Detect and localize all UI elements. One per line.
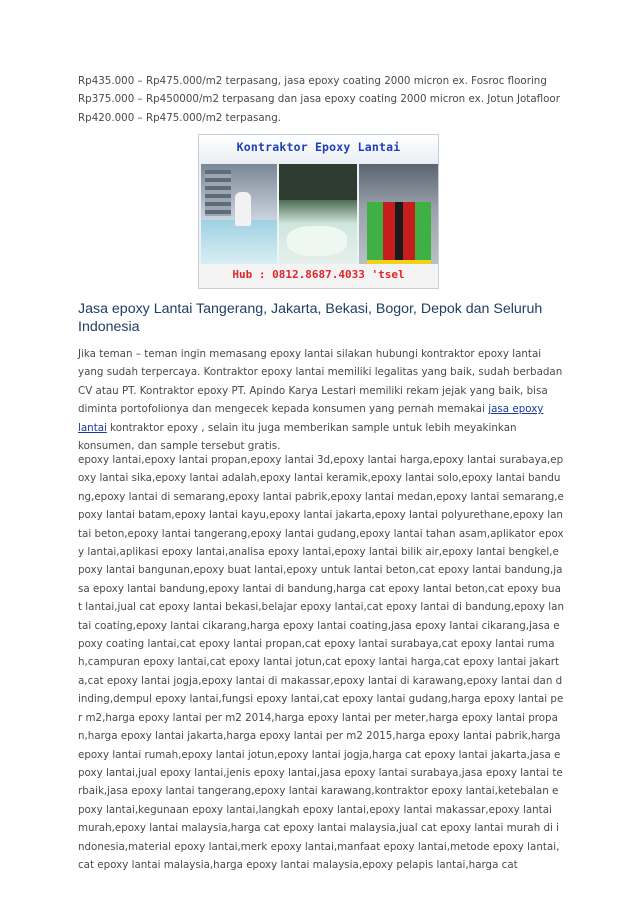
intro-paragraph: Rp435.000 – Rp475.000/m2 terpasang, jasa epoxy coating 2000 micron ex. Fosroc flooring Rp375.000 – Rp450000/m2 terpasang dan jasa epoxy coating 2000 micron ex. Jotun Jotafloor Rp420.000 – Rp475.000/m2 terpasang.	[78, 75, 560, 124]
floor-graphic	[201, 220, 277, 264]
keywords-paragraph: epoxy lantai,epoxy lantai propan,epoxy lantai 3d,epoxy lantai harga,epoxy lantai surabaya,epoxy lantai sika,epoxy lantai adalah,epoxy lantai keramik,epoxy lantai solo,epoxy lantai bandung,epoxy lantai di semarang,epoxy lantai pabrik,epoxy lantai medan,epoxy lantai semarang,epoxy lantai batam,epoxy lantai kayu,epoxy lantai jakarta,epoxy lantai polyurethane,epoxy lantai beton,epoxy lantai tangerang,epoxy lantai gudang,epoxy lantai tahan asam,aplikator epoxy lantai,aplikasi epoxy lantai,analisa epoxy lantai,epoxy lantai bilik air,epoxy lantai bengkel,epoxy lantai bangunan,epoxy buat lantai,epoxy untuk lantai beton,cat epoxy lantai bandung,jasa epoxy lantai bandung,epoxy lantai di bandung,harga cat epoxy lantai beton,cat epoxy buat lantai,jual cat epoxy lantai bekasi,belajar epoxy lantai,cat epoxy lantai di bandung,epoxy lantai coating,epoxy lantai cikarang,harga epoxy lantai coating,jasa epoxy lantai cikarang,jasa epoxy coating lantai,cat epoxy lantai propan,cat epoxy lantai surabaya,cat epoxy lantai rumah,campuran epoxy lantai,cat epoxy lantai jotun,cat epoxy lantai harga,cat epoxy lantai jakarta,cat epoxy lantai jogja,epoxy lantai di makassar,epoxy lantai di karawang,epoxy lantai dan dinding,dempul epoxy lantai,fungsi epoxy lantai,cat epoxy lantai gudang,harga epoxy lantai per m2,harga epoxy lantai per m2 2014,harga epoxy lantai per meter,harga epoxy lantai propan,harga epoxy lantai jakarta,harga epoxy lantai per m2 2015,harga epoxy lantai pabrik,harga epoxy lantai rumah,epoxy lantai jotun,epoxy lantai jogja,harga cat epoxy lantai jakarta,jasa epoxy lantai,jual epoxy lantai,jenis epoxy lantai,jasa epoxy lantai surabaya,jasa epoxy lantai terbaik,jasa epoxy lantai tangerang,epoxy lantai karawang,kontraktor epoxy lantai,ketebalan epoxy lantai,kegunaan epoxy lantai,langkah epoxy lantai,epoxy lantai makassar,epoxy lantai murah,epoxy lantai malaysia,harga cat epoxy lantai malaysia,jual cat epoxy lantai murah di indonesia,material epoxy lantai,merk epoxy lantai,manfaat epoxy lantai,metode epoxy lantai,cat epoxy lantai malaysia,harga epoxy lantai malaysia,epoxy pelapis lantai,harga cat	[78, 454, 564, 871]
wall-graphic	[279, 164, 357, 200]
jasa-epoxy-lantai-link[interactable]: jasa epoxy lantai	[78, 403, 544, 434]
contractor-banner-image	[198, 134, 439, 289]
banner-phone-text: Hub : 0812.8687.4033 'tsel	[232, 268, 405, 281]
body-text-before-link: Jika teman – teman ingin memasang epoxy lantai silakan hubungi kontraktor epoxy lantai yang sudah terpercaya. Kontraktor epoxy lantai memiliki legalitas yang baik, sudah berbadan CV atau PT. Kontraktor epoxy PT. Apindo Karya Lestari memiliki rekam jejak yang baik, bisa diminta portofolionya dan mengecek kepada konsumen yang pernah memakai	[78, 348, 563, 416]
body-paragraph	[78, 345, 564, 455]
section-heading: Jasa epoxy Lantai Tangerang, Jakarta, Bekasi, Bogor, Depok dan Seluruh Indonesia	[78, 301, 543, 335]
shelf-graphic	[205, 170, 231, 216]
banner-title: Kontraktor Epoxy Lantai	[236, 140, 401, 154]
rail-graphic	[395, 202, 403, 264]
banner-photo-warehouse	[201, 164, 277, 264]
worker-graphic	[235, 192, 251, 226]
banner-footer	[199, 264, 438, 288]
body-text-after-link: kontraktor epoxy , selain itu juga memberikan sample untuk lebih meyakinkan konsumen, dan sample tersebut gratis.	[78, 421, 517, 453]
banner-photo-factory-floor	[359, 164, 438, 264]
banner-photo-glossy-floor	[279, 164, 357, 264]
banner-header	[199, 135, 438, 164]
gloss-graphic	[287, 226, 347, 256]
